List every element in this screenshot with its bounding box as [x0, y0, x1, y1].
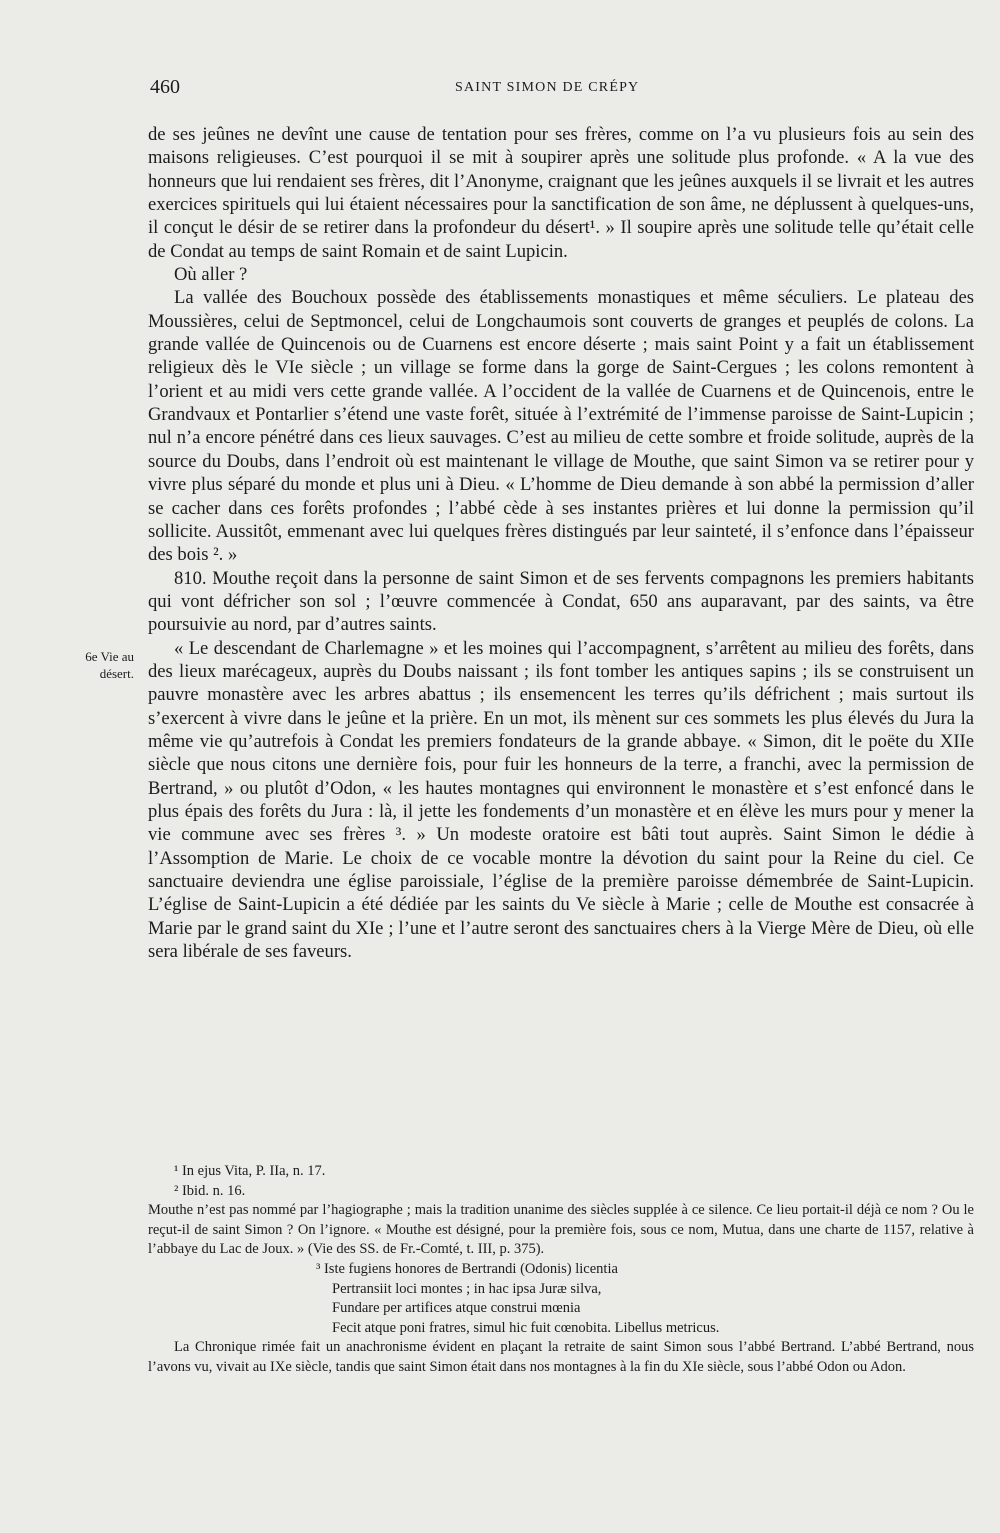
- paragraph: La vallée des Bouchoux possède des établissements monastiques et même séculiers. Le plateau des Moussières, celui de Septmoncel, celui de Longchaumois sont couverts de granges et peuplés de colons. La grande vallée de Quincenois ou de Cuarnens est encore déserte ; mais saint Point y a fait un établissement religieux dès le VIe siècle ; un village se forme dans la gorge de Saint-Cergues ; les colons remontent à l’orient et au midi vers cette grande vallée. A l’occident de la vallée de Cuarnens et de Quincenois, entre le Grandvaux et Pontarlier s’étend une vaste forêt, située à l’extrémité de l’immense paroisse de Saint-Lupicin ; nul n’a encore pénétré dans ces lieux sauvages. C’est au milieu de cette sombre et froide solitude, auprès de la source du Doubs, dans l’endroit où est maintenant le village de Mouthe, que saint Simon va se retirer pour y vivre plus séparé du monde et plus uni à Dieu. « L’homme de Dieu demande à son abbé la permission d’aller se cacher dans ces forêts profondes ; l’abbé cède à ses instantes prières et lui donne la permission qu’il sollicite. Aussitôt, emmenant avec lui quelques frères distingués par leur sainteté, il s’enfonce dans l’épaisseur des bois ². »: [148, 287, 974, 566]
- footnote: ² Ibid. n. 16.: [174, 1182, 246, 1199]
- footnote-verse: Fecit atque poni fratres, simul hic fuit cœnobita. Libellus metricus.: [332, 1319, 720, 1336]
- paragraph: de ses jeûnes ne devînt une cause de tentation pour ses frères, comme on l’a vu plusieurs fois au sein des maisons religieuses. C’est pourquoi il se mit à soupirer après une solitude plus profonde. « A la vue des honneurs que lui rendaient ses frères, dit l’Anonyme, craignant que les jeûnes auxquels il se livrait et les autres exercices spirituels qui lui étaient nécessaires pour la sanctification de son âme, ne déplussent à quelques-uns, il conçut le désir de se retirer dans la profondeur du désert¹. » Il soupire après une solitude telle qu’était celle de Condat au temps de saint Romain et de saint Lupicin.: [148, 124, 974, 262]
- footnote: Mouthe n’est pas nommé par l’hagiographe ; mais la tradition unanime des siècles supplée à ce silence. Ce lieu portait-il déjà ce nom ? Ou le reçut-il de saint Simon ? On l’ignore. « Mouthe est désigné, pour la première fois, sous ce nom, Mutua, dans une charte de 1157, relative à l’abbaye du Lac de Joux. » (Vie des SS. de Fr.-Comté, t. III, p. 375).: [148, 1202, 974, 1258]
- running-title: SAINT SIMON DE CRÉPY: [455, 80, 640, 95]
- main-text: [148, 123, 974, 963]
- footnote-verse: Pertransiit loci montes ; in hac ipsa Juræ silva,: [332, 1280, 602, 1297]
- margin-note: 6e Vie au désert.: [85, 649, 134, 681]
- page-number: 460: [150, 76, 180, 98]
- footnote-verse: Fundare per artifices atque construi mœnia: [332, 1300, 581, 1317]
- footnotes: [148, 1162, 974, 1378]
- paragraph: Où aller ?: [174, 264, 248, 286]
- footnote-verse: ³ Iste fugiens honores de Bertrandi (Odonis) licentia: [316, 1260, 618, 1277]
- footnote: La Chronique rimée fait un anachronisme évident en plaçant la retraite de saint Simon sous l’abbé Bertrand. L’abbé Bertrand, nous l’avons vu, vivait au IXe siècle, tandis que saint Simon était dans nos montagnes à la fin du XIe siècle, sous l’abbé Odon ou Adon.: [148, 1339, 974, 1375]
- paragraph: « Le descendant de Charlemagne » et les moines qui l’accompagnent, s’arrêtent au milieu des forêts, dans des lieux marécageux, auprès du Doubs naissant ; ils font tomber les antiques sapins ; ils se construisent un pauvre monastère avec les arbres abattus ; ils ensemencent les terres qu’ils défrichent ; mais surtout ils s’exercent à vivre dans le jeûne et la prière. En un mot, ils mènent sur ces sommets les plus élevés du Jura la même vie qu’autrefois à Condat les premiers fondateurs de la grande abbaye. « Simon, dit le poëte du XIIe siècle que nous citons une dernière fois, pour fuir les honneurs de la terre, a franchi, avec la permission de Bertrand, » ou plutôt d’Odon, « les hautes montagnes qui environnent le monastère et s’est enfoncé dans le plus épais des forêts du Jura : là, il jette les fondements d’un monastère et en élève les murs pour y mener la vie commune avec ses frères ³. » Un modeste oratoire est bâti tout auprès. Saint Simon le dédie à l’Assomption de Marie. Le choix de ce vocable montre la dévotion du saint pour la Reine du ciel. Ce sanctuaire deviendra une église paroissiale, l’église de la première paroisse démembrée de Saint-Lupicin. L’église de Saint-Lupicin a été dédiée par les saints du Ve siècle à Marie ; celle de Mouthe est consacrée à Marie par le grand saint du XIe ; l’une et l’autre seront des sanctuaires chers à la Vierge Mère de Dieu, où elle sera libérale de ses faveurs.: [148, 637, 974, 963]
- paragraph: 810. Mouthe reçoit dans la personne de saint Simon et de ses fervents compagnons les premiers habitants qui vont défricher son sol ; l’œuvre commencée à Condat, 650 ans auparavant, par des saints, va être poursuivie au nord, par d’autres saints.: [148, 567, 974, 636]
- footnote: ¹ In ejus Vita, P. IIa, n. 17.: [174, 1163, 326, 1179]
